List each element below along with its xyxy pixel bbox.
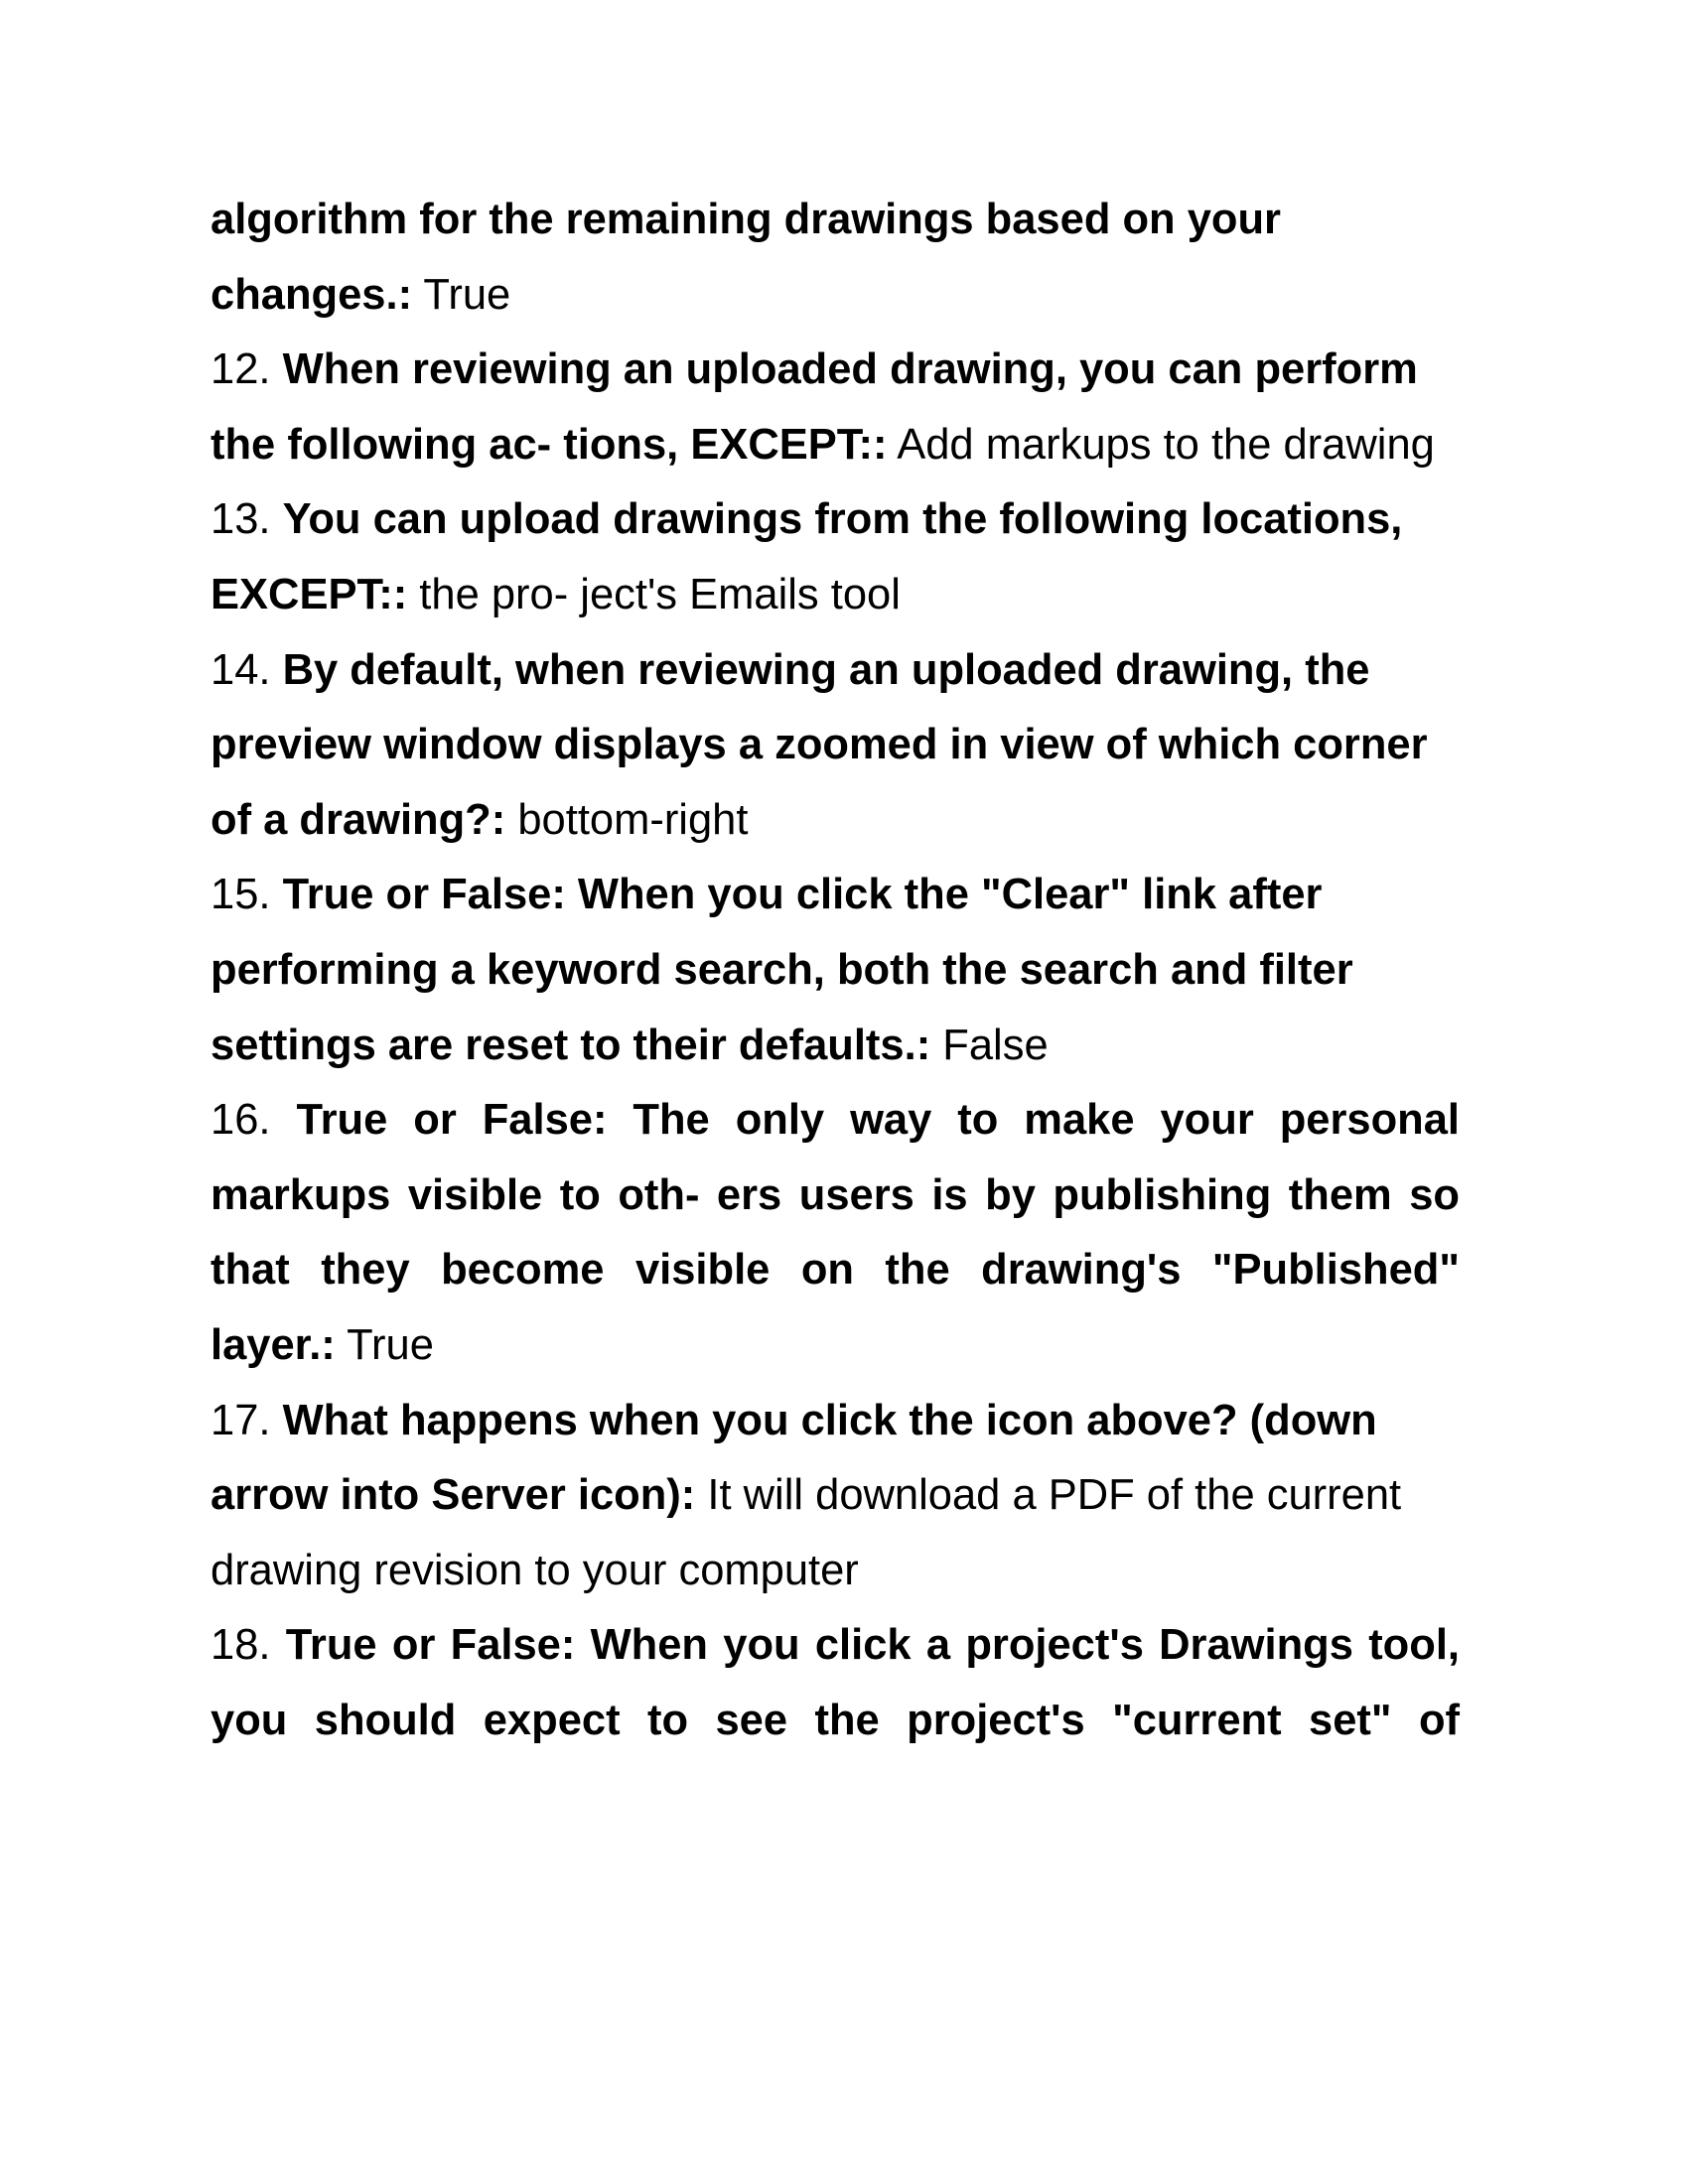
item-number: 17. <box>211 1396 271 1444</box>
qa-item-11-continued <box>211 183 1460 333</box>
item-number: 18. <box>211 1621 271 1670</box>
answer-text: the pro- ject's Emails tool <box>419 570 901 618</box>
answer-text: bottom-right <box>517 795 749 844</box>
qa-item-17 <box>211 1384 1460 1609</box>
answer-text: True <box>347 1320 434 1369</box>
question-text: algorithm for the remaining drawings based on your changes.: <box>211 196 1281 319</box>
qa-item-12 <box>211 333 1460 482</box>
question-text: True or False: When you click the "Clear" link after performing a keyword search, both the search and filter settings are reset to their defaults.: <box>211 871 1353 1069</box>
answer-text: False <box>942 1021 1049 1069</box>
qa-item-15 <box>211 858 1460 1083</box>
qa-item-18 <box>211 1608 1460 1758</box>
item-number: 12. <box>211 345 271 394</box>
document-page <box>211 183 1460 1758</box>
question-text: You can upload drawings from the following locations, EXCEPT:: <box>211 495 1403 618</box>
question-text: True or False: The only way to make your personal markups visible to oth- ers users is by publishing them so that they become visible on the drawing's "Published" layer.: <box>211 1096 1461 1369</box>
item-number: 15. <box>211 871 271 919</box>
item-number: 13. <box>211 495 271 544</box>
qa-item-14 <box>211 633 1460 859</box>
answer-text: True <box>423 270 511 319</box>
question-text: By default, when reviewing an uploaded drawing, the preview window displays a zoomed in view of which corner of a drawing?: <box>211 645 1428 844</box>
item-number: 14. <box>211 645 271 694</box>
question-text: When reviewing an uploaded drawing, you can perform the following ac- tions, EXCEPT:: <box>211 345 1418 469</box>
qa-item-13 <box>211 482 1460 632</box>
qa-item-16 <box>211 1083 1460 1383</box>
question-text: What happens when you click the icon above? (down arrow into Server icon): <box>211 1396 1377 1520</box>
item-number: 16. <box>211 1096 271 1145</box>
question-text: True or False: When you click a project's Drawings tool, you should expect to see the project's "current set" of <box>211 1621 1460 1744</box>
answer-text: Add markups to the drawing <box>897 420 1435 469</box>
answer-text: It will download a PDF of the current drawing revision to your computer <box>211 1471 1402 1594</box>
